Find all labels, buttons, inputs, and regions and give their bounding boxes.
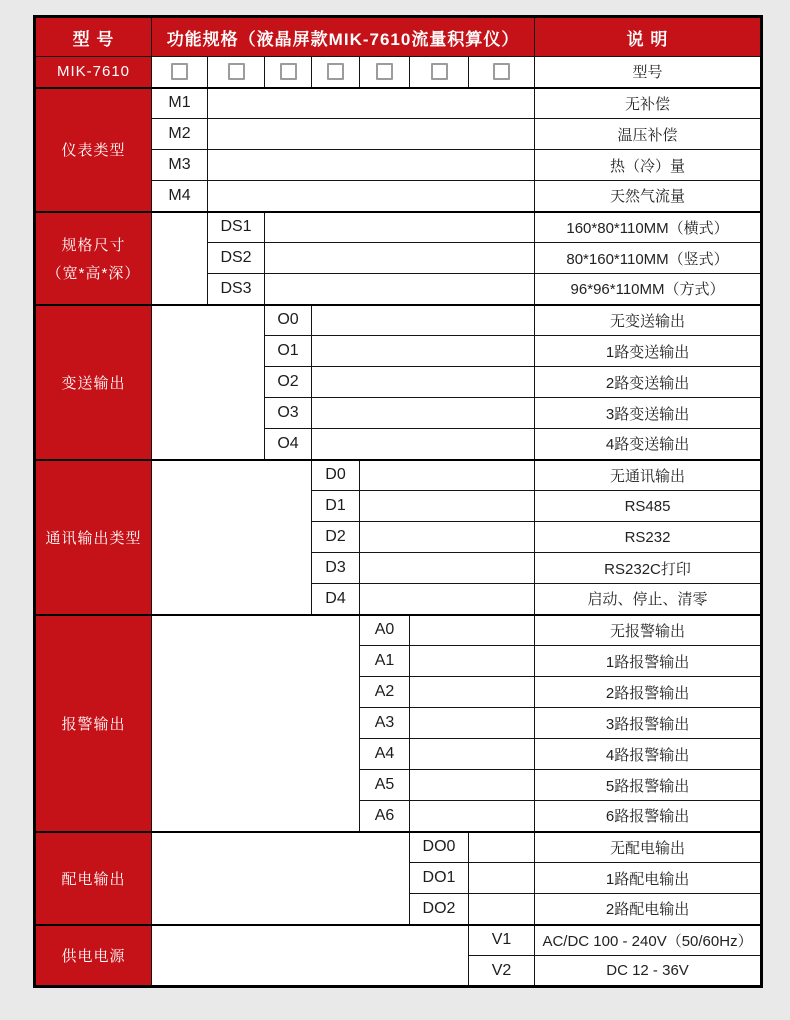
desc-cell: 无变送输出	[535, 305, 762, 336]
code-cell: DS1	[208, 212, 265, 243]
blank-cell	[410, 739, 535, 770]
desc-cell: 6路报警输出	[535, 801, 762, 832]
code-cell: A5	[360, 770, 410, 801]
section-label-line1: 规格尺寸	[61, 236, 126, 254]
model-name-cell: MIK-7610	[35, 57, 152, 88]
code-cell: A1	[360, 646, 410, 677]
blank-cell	[410, 801, 535, 832]
checkbox-cell	[208, 57, 265, 88]
desc-cell: RS485	[535, 491, 762, 522]
code-cell: V2	[469, 956, 535, 987]
checkbox-cell	[469, 57, 535, 88]
desc-cell: 5路报警输出	[535, 770, 762, 801]
section-label-alarm-output: 报警输出	[35, 615, 152, 832]
blank-cell	[312, 398, 535, 429]
model-selection-table	[33, 15, 760, 988]
code-cell: DO0	[410, 832, 469, 863]
blank-cell	[410, 770, 535, 801]
desc-cell: 1路报警输出	[535, 646, 762, 677]
model-checkbox	[171, 63, 188, 80]
blank-cell	[469, 894, 535, 925]
desc-cell: 无报警输出	[535, 615, 762, 646]
blank-cell	[152, 925, 469, 987]
model-checkbox	[493, 63, 510, 80]
code-cell: O4	[265, 429, 312, 460]
code-cell: A0	[360, 615, 410, 646]
code-cell: A2	[360, 677, 410, 708]
blank-cell	[208, 119, 535, 150]
code-cell: DO1	[410, 863, 469, 894]
desc-cell: 无配电输出	[535, 832, 762, 863]
blank-cell	[410, 677, 535, 708]
blank-cell	[208, 150, 535, 181]
desc-cell: 2路报警输出	[535, 677, 762, 708]
code-cell: M3	[152, 150, 208, 181]
checkbox-cell	[265, 57, 312, 88]
section-label-line2: （宽*高*深）	[46, 264, 141, 282]
desc-cell: AC/DC 100 - 240V（50/60Hz）	[535, 925, 762, 956]
model-checkbox	[228, 63, 245, 80]
desc-cell: 温压补偿	[535, 119, 762, 150]
model-checkbox	[327, 63, 344, 80]
code-cell: DS2	[208, 243, 265, 274]
desc-cell: 2路配电输出	[535, 894, 762, 925]
desc-cell: 1路配电输出	[535, 863, 762, 894]
code-cell: DS3	[208, 274, 265, 305]
blank-cell	[152, 460, 312, 615]
code-cell: D4	[312, 584, 360, 615]
blank-cell	[360, 553, 535, 584]
code-cell: M1	[152, 88, 208, 119]
checkbox-cell	[410, 57, 469, 88]
code-cell: A3	[360, 708, 410, 739]
header-desc: 说 明	[535, 17, 762, 57]
desc-cell: 无通讯输出	[535, 460, 762, 491]
code-cell: M2	[152, 119, 208, 150]
desc-cell: 160*80*110MM（横式）	[535, 212, 762, 243]
desc-cell: 3路报警输出	[535, 708, 762, 739]
blank-cell	[152, 305, 265, 460]
section-label-instrument-type: 仪表类型	[35, 88, 152, 212]
blank-cell	[312, 429, 535, 460]
checkbox-cell	[152, 57, 208, 88]
code-cell: O0	[265, 305, 312, 336]
desc-cell: 1路变送输出	[535, 336, 762, 367]
code-cell: A6	[360, 801, 410, 832]
blank-cell	[312, 367, 535, 398]
blank-cell	[360, 491, 535, 522]
code-cell: D0	[312, 460, 360, 491]
desc-cell: 启动、停止、清零	[535, 584, 762, 615]
desc-cell: 天然气流量	[535, 181, 762, 212]
desc-cell: 96*96*110MM（方式）	[535, 274, 762, 305]
section-label-dimensions	[35, 212, 152, 305]
blank-cell	[152, 615, 360, 832]
code-cell: M4	[152, 181, 208, 212]
blank-cell	[265, 274, 535, 305]
checkbox-cell	[312, 57, 360, 88]
desc-cell: 热（冷）量	[535, 150, 762, 181]
desc-cell: 80*160*110MM（竖式）	[535, 243, 762, 274]
blank-cell	[208, 181, 535, 212]
blank-cell	[410, 708, 535, 739]
code-cell: V1	[469, 925, 535, 956]
header-spec: 功能规格（液晶屏款MIK-7610流量积算仪）	[152, 17, 535, 57]
blank-cell	[312, 305, 535, 336]
desc-cell: 型号	[535, 57, 762, 88]
blank-cell	[410, 646, 535, 677]
desc-cell: 4路报警输出	[535, 739, 762, 770]
blank-cell	[360, 584, 535, 615]
model-checkbox	[376, 63, 393, 80]
code-cell: O2	[265, 367, 312, 398]
section-label-power-distribution-output: 配电输出	[35, 832, 152, 925]
header-model: 型 号	[35, 17, 152, 57]
desc-cell: 4路变送输出	[535, 429, 762, 460]
blank-cell	[469, 863, 535, 894]
code-cell: O3	[265, 398, 312, 429]
blank-cell	[265, 212, 535, 243]
blank-cell	[152, 832, 410, 925]
code-cell: D1	[312, 491, 360, 522]
code-cell: O1	[265, 336, 312, 367]
desc-cell: DC 12 - 36V	[535, 956, 762, 987]
desc-cell: 无补偿	[535, 88, 762, 119]
model-checkbox	[431, 63, 448, 80]
desc-cell: 3路变送输出	[535, 398, 762, 429]
blank-cell	[312, 336, 535, 367]
blank-cell	[360, 460, 535, 491]
blank-cell	[410, 615, 535, 646]
desc-cell: RS232C打印	[535, 553, 762, 584]
section-label-power-supply: 供电电源	[35, 925, 152, 987]
code-cell: DO2	[410, 894, 469, 925]
section-label-transmit-output: 变送输出	[35, 305, 152, 460]
blank-cell	[469, 832, 535, 863]
section-label-comm-output: 通讯输出类型	[35, 460, 152, 615]
model-checkbox	[280, 63, 297, 80]
desc-cell: 2路变送输出	[535, 367, 762, 398]
code-cell: D2	[312, 522, 360, 553]
blank-cell	[360, 522, 535, 553]
blank-cell	[208, 88, 535, 119]
code-cell: D3	[312, 553, 360, 584]
blank-cell	[265, 243, 535, 274]
code-cell: A4	[360, 739, 410, 770]
blank-cell	[152, 212, 208, 305]
desc-cell: RS232	[535, 522, 762, 553]
checkbox-cell	[360, 57, 410, 88]
